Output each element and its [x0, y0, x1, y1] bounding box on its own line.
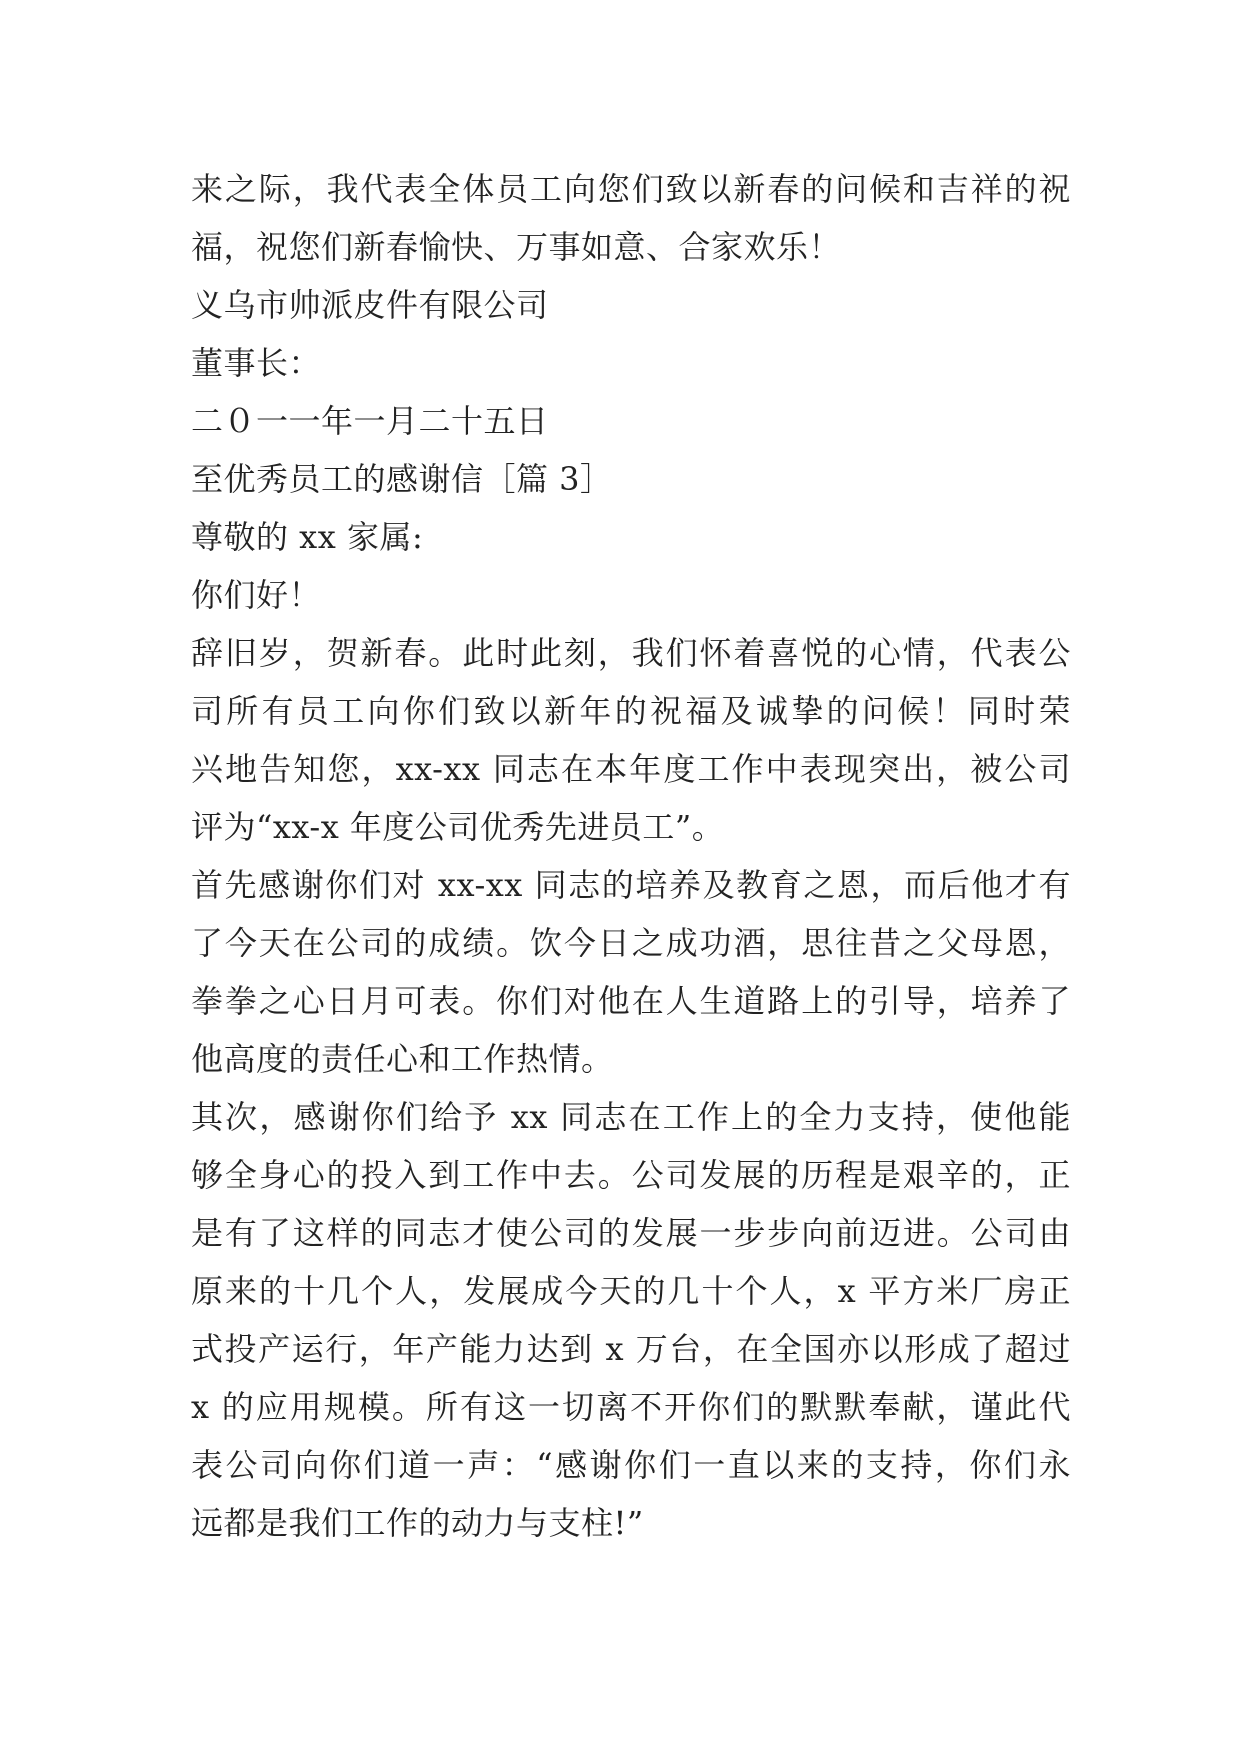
text-line: 原来的十几个人，发展成今天的几十个人，x 平方米厂房正 — [191, 1272, 1071, 1310]
text-line: 他高度的责任心和工作热情。 — [191, 1040, 614, 1078]
text-line: 兴地告知您，xx-xx 同志在本年度工作中表现突出，被公司 — [191, 750, 1071, 788]
text-line: x 的应用规模。所有这一切离不开你们的默默奉献，谨此代 — [191, 1388, 1071, 1426]
text-line: 司所有员工向你们致以新年的祝福及诚挚的问候！同时荣 — [191, 692, 1071, 730]
text-line: 其次，感谢你们给予 xx 同志在工作上的全力支持，使他能 — [191, 1098, 1071, 1136]
text-line: 够全身心的投入到工作中去。公司发展的历程是艰辛的，正 — [191, 1156, 1071, 1194]
text-line: 首先感谢你们对 xx-xx 同志的培养及教育之恩，而后他才有 — [191, 866, 1071, 904]
text-line: 福，祝您们新春愉快、万事如意、合家欢乐！ — [191, 228, 842, 266]
text-line: 评为“xx-x 年度公司优秀先进员工”。 — [191, 808, 725, 846]
text-line: 式投产运行，年产能力达到 x 万台，在全国亦以形成了超过 — [191, 1330, 1071, 1368]
text-line: 是有了这样的同志才使公司的发展一步步向前迈进。公司由 — [191, 1214, 1071, 1252]
text-line: 辞旧岁，贺新春。此时此刻，我们怀着喜悦的心情，代表公 — [191, 634, 1071, 672]
text-line: 了今天在公司的成绩。饮今日之成功酒，思往昔之父母恩， — [191, 924, 1071, 962]
letter-body — [191, 160, 1071, 1552]
section-title: 至优秀员工的感谢信［篇 3］ — [191, 460, 613, 498]
text-line: 拳拳之心日月可表。你们对他在人生道路上的引导，培养了 — [191, 982, 1071, 1020]
company-name: 义乌市帅派皮件有限公司 — [191, 286, 549, 324]
signatory-title: 董事长： — [191, 344, 322, 382]
salutation: 尊敬的 xx 家属: — [191, 518, 424, 556]
text-line: 来之际，我代表全体员工向您们致以新春的问候和吉祥的祝 — [191, 170, 1071, 208]
letter-date: 二０一一年一月二十五日 — [191, 402, 549, 440]
greeting: 你们好！ — [191, 576, 322, 614]
text-line: 远都是我们工作的动力与支柱!” — [191, 1504, 644, 1542]
text-line: 表公司向你们道一声：“感谢你们一直以来的支持，你们永 — [191, 1446, 1071, 1484]
